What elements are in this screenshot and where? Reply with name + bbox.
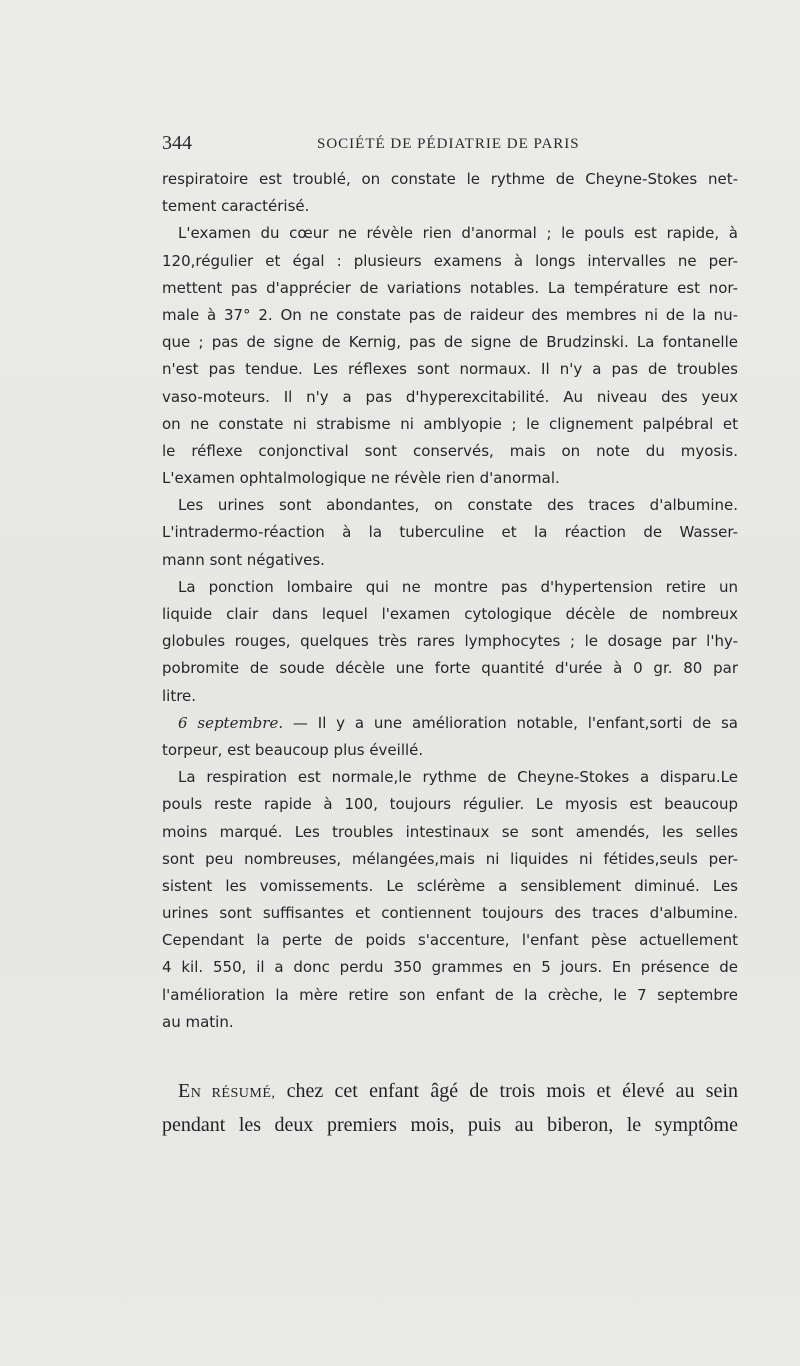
text-line: 4 kil. 550, il a donc perdu 350 grammes en 5 jours. En présence de (162, 958, 738, 977)
text-line: La respiration est normale,le rythme de Cheyne-Stokes a disparu.Le (178, 768, 738, 787)
text-line: vaso-moteurs. Il n'y a pas d'hyperexcitabilité. Au niveau des yeux (162, 387, 738, 406)
text-line: moins marqué. Les troubles intestinaux se sont amendés, les selles (162, 822, 738, 841)
text-line: liquide clair dans lequel l'examen cytologique décèle de nombreux (162, 605, 738, 623)
text-line: L'intradermo-réaction à la tuberculine et la réaction de Wasser- (162, 523, 738, 542)
text-line: L'examen du cœur ne révèle rien d'anormal ; le pouls est rapide, à (178, 224, 738, 243)
date-label: 6 septembre. (178, 713, 284, 732)
summary-paragraph (162, 1074, 738, 1142)
text-line: male à 37° 2. On ne constate pas de raideur des membres ni de la nu- (162, 305, 738, 324)
text-line: Cependant la perte de poids s'accenture, l'enfant pèse actuellement (162, 931, 738, 950)
text-line: sont peu nombreuses, mélangées,mais ni liquides ni fétides,seuls per- (162, 849, 738, 868)
text-line: torpeur, est beaucoup plus éveillé. (162, 740, 424, 759)
date-line-rest: — Il y a une amélioration notable, l'enfant,sorti de sa (283, 713, 738, 732)
text-line: l'amélioration la mère retire son enfant de la crèche, le 7 septembre (162, 985, 738, 1004)
text-line: globules rouges, quelques très rares lymphocytes ; le dosage par l'hy- (162, 632, 738, 651)
text-line: que ; pas de signe de Kernig, pas de signe de Brudzinski. La fontanelle (162, 333, 738, 352)
text-line (162, 710, 738, 737)
text-line: pouls reste rapide à 100, toujours régulier. Le myosis est beaucoup (162, 795, 738, 814)
text-line: L'examen ophtalmologique ne révèle rien d'anormal. (162, 469, 560, 488)
text-line: tement caractérisé. (162, 197, 310, 216)
body-text (162, 166, 738, 1036)
text-line: mann sont négatives. (162, 550, 325, 569)
text-line: litre. (162, 686, 197, 705)
summary-lead: EN RÉSUMÉ, (178, 1080, 276, 1102)
text-line: le réflexe conjonctival sont conservés, mais on note du myosis. (162, 441, 738, 460)
summary-line-rest: chez cet enfant âgé de trois mois et élevé au sein (275, 1080, 738, 1102)
text-line: on ne constate ni strabisme ni amblyopie ; le clignement palpébral et (162, 414, 738, 433)
text-line: au matin. (162, 1012, 234, 1031)
text-line: sistent les vomissements. Le sclérème a sensiblement diminué. Les (162, 876, 738, 895)
text-line: mettent pas d'apprécier de variations notables. La température est nor- (162, 278, 738, 297)
summary-line: pendant les deux premiers mois, puis au biberon, le symptôme (162, 1114, 738, 1136)
summary-line (162, 1074, 738, 1108)
text-line: respiratoire est troublé, on constate le rythme de Cheyne-Stokes net- (162, 170, 738, 188)
text-line: 120,régulier et égal : plusieurs examens à longs intervalles ne per- (162, 251, 738, 270)
text-line: Les urines sont abondantes, on constate des traces d'albumine. (178, 496, 738, 515)
running-head: SOCIÉTÉ DE PÉDIATRIE DE PARIS (317, 136, 580, 152)
page-number: 344 (162, 132, 192, 154)
text-line: urines sont suffisantes et contiennent toujours des traces d'albumine. (162, 904, 738, 923)
page-header (162, 132, 740, 156)
text-line: La ponction lombaire qui ne montre pas d'hypertension retire un (178, 577, 738, 596)
text-line: pobromite de soude décèle une forte quantité d'urée à 0 gr. 80 par (162, 659, 738, 678)
text-line: n'est pas tendue. Les réflexes sont normaux. Il n'y a pas de troubles (162, 360, 738, 379)
